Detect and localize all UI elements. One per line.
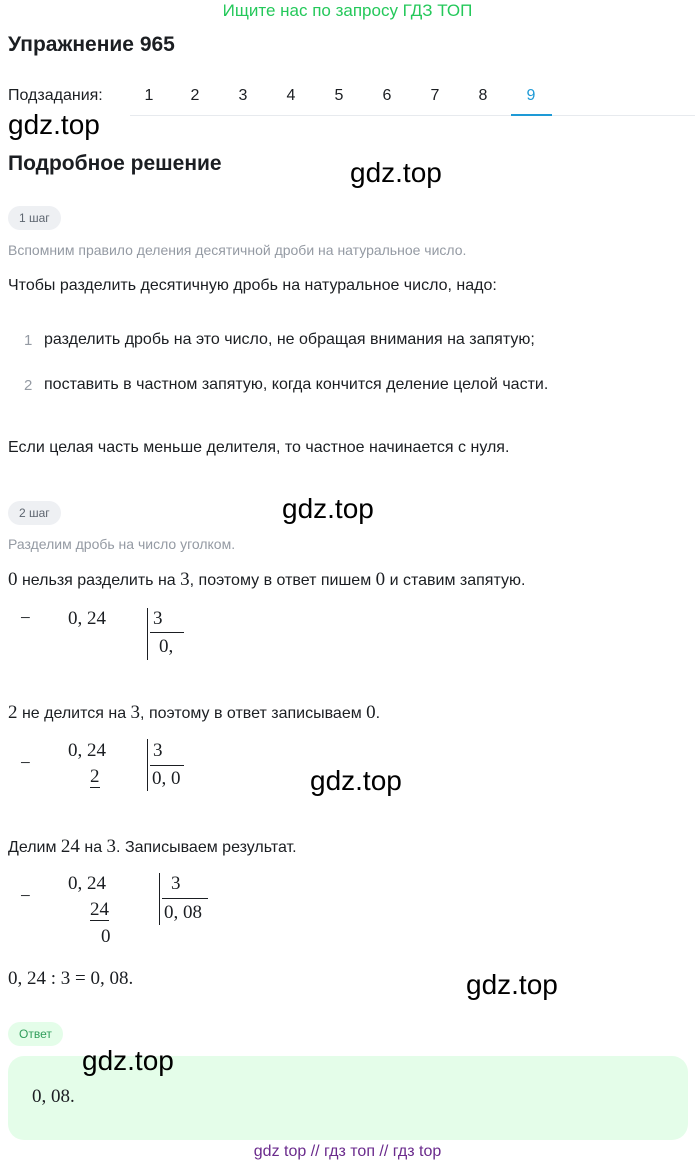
math-value: 3 [106, 836, 117, 857]
math-value: 0 [366, 702, 376, 723]
text-span: не делится на [17, 705, 131, 722]
text-span: . [375, 705, 381, 722]
watermark: gdz.top [282, 493, 374, 524]
watermark: gdz.top [466, 969, 558, 1000]
text-span: , поэтому в ответ пишем [189, 572, 376, 589]
division-3-bar [159, 873, 160, 925]
division-3-subtrahend: 24 [90, 899, 109, 920]
tab-1[interactable]: 1 [144, 87, 154, 104]
math-value: 3 [130, 702, 141, 723]
division-2-subtrahend: 2 [90, 766, 100, 787]
division-1-minus: − [20, 608, 31, 629]
text-span: на [79, 839, 107, 856]
tab-4[interactable]: 4 [286, 87, 296, 104]
division-3-remainder: 0 [101, 926, 111, 947]
division-1-divisor: 3 [153, 608, 163, 629]
answer-value: 0, 08. [32, 1086, 75, 1107]
watermark: gdz.top [82, 1045, 174, 1076]
division-3-minus: − [20, 886, 31, 907]
math-value: 0 [8, 569, 18, 590]
top-banner: Ищите нас по запросу ГДЗ ТОП [222, 1, 473, 20]
page-title: Упражнение 965 [8, 33, 175, 56]
division-1-dividend: 0, 24 [68, 608, 106, 629]
watermark: gdz.top [350, 157, 442, 188]
text-span: Делим [8, 839, 61, 856]
text-span: и ставим запятую. [385, 572, 526, 589]
division-2-quotient: 0, 0 [152, 768, 181, 789]
step-2-sentence-3 [8, 836, 297, 858]
tab-3[interactable]: 3 [238, 87, 248, 104]
math-value: 0 [375, 569, 386, 590]
answer-pill: Ответ [8, 1022, 63, 1046]
text-span: . Записываем результат. [116, 839, 297, 856]
tab-9[interactable]: 9 [526, 87, 536, 104]
section-title: Подробное решение [8, 152, 222, 175]
tabs-divider [130, 115, 695, 116]
division-2-dividend: 0, 24 [68, 740, 106, 761]
division-3-line [162, 898, 208, 899]
text-span: нельзя разделить на [17, 572, 181, 589]
division-3-dividend: 0, 24 [68, 873, 106, 894]
step-2-hint: Разделим дробь на число уголком. [8, 536, 236, 552]
division-2-divisor: 3 [153, 740, 163, 761]
step-1-hint: Вспомним правило деления десятичной дроби на натуральное число. [8, 242, 467, 258]
division-3-divisor: 3 [171, 873, 181, 894]
watermark: gdz.top [310, 765, 402, 796]
step-2-pill: 2 шаг [8, 501, 61, 525]
list-item-number: 2 [24, 377, 33, 394]
division-3-quotient: 0, 08 [164, 902, 202, 923]
math-value: 24 [60, 836, 80, 857]
division-2-bar [147, 739, 148, 791]
step-1-pill: 1 шаг [8, 206, 61, 230]
footer-links: gdz top // гдз топ // гдз top [253, 1143, 442, 1160]
step-1-note: Если целая часть меньше делителя, то частное начинается с нуля. [8, 439, 510, 456]
list-item-text: разделить дробь на это число, не обращая внимания на запятую; [44, 331, 535, 348]
list-item-text: поставить в частном запятую, когда кончится деление целой части. [44, 376, 549, 393]
step-1-intro: Чтобы разделить десятичную дробь на натуральное число, надо: [8, 277, 497, 294]
step-2-sentence-1 [8, 569, 525, 591]
subtasks-label: Подзадания: [8, 87, 103, 104]
division-2-minus: − [20, 753, 31, 774]
watermark: gdz.top [8, 109, 100, 140]
result-equation: 0, 24 : 3 = 0, 08. [8, 968, 134, 989]
division-1-bar [147, 608, 148, 660]
division-2-line [150, 765, 184, 766]
text-span: , поэтому в ответ записываем [140, 705, 367, 722]
tab-5[interactable]: 5 [334, 87, 344, 104]
list-item-number: 1 [24, 332, 33, 349]
active-tab-indicator [511, 114, 552, 116]
tab-6[interactable]: 6 [382, 87, 392, 104]
tab-2[interactable]: 2 [190, 87, 200, 104]
step-2-sentence-2 [8, 702, 380, 724]
tab-8[interactable]: 8 [478, 87, 488, 104]
tab-7[interactable]: 7 [430, 87, 440, 104]
division-1-line [150, 632, 184, 633]
math-value: 3 [180, 569, 190, 590]
division-1-quotient: 0, [159, 636, 174, 657]
math-value: 2 [8, 702, 18, 723]
